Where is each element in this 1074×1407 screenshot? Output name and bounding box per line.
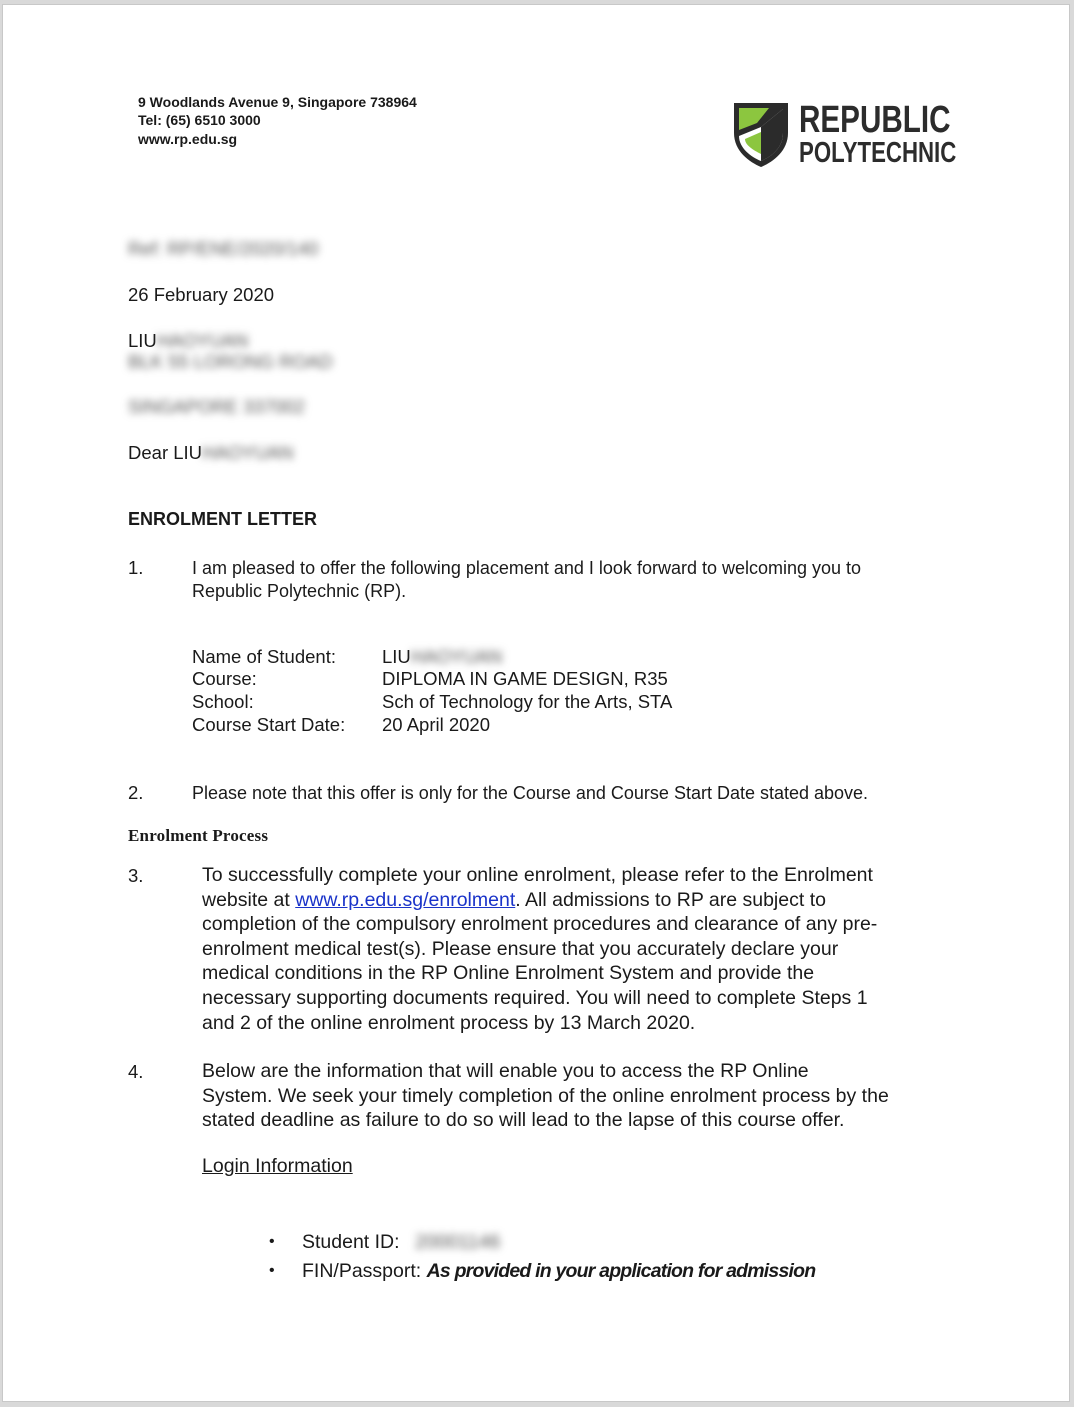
- logo-republic-text: REPUBLIC: [799, 99, 951, 141]
- bullet-icon: •: [269, 1262, 275, 1279]
- para3-line3: completion of the compulsory enrolment procedures and clearance of any pre-: [202, 913, 878, 936]
- fin-passport-label: FIN/Passport:: [302, 1260, 422, 1282]
- para3-line6: necessary supporting documents required. You will need to complete Steps 1: [202, 986, 868, 1009]
- para3-line1: To successfully complete your online enrolment, please refer to the Enrolment: [202, 864, 873, 886]
- para2-number: 2.: [128, 782, 144, 803]
- course-label: Course:: [192, 668, 257, 689]
- enrolment-process-heading: Enrolment Process: [128, 826, 269, 845]
- para4-number: 4.: [128, 1061, 144, 1082]
- redacted-text: BLK 55 LORONG ROAD: [128, 351, 333, 372]
- para1-line1: I am pleased to offer the following placement and I look forward to welcoming you to: [192, 558, 862, 578]
- letter-page: [2, 4, 1070, 1402]
- school-label: School:: [192, 691, 254, 712]
- salutation-visible: Dear LIU: [128, 442, 203, 463]
- para4-line2: System. We seek your timely completion of the online enrolment process by the: [202, 1084, 889, 1107]
- school-tel: Tel: (65) 6510 3000: [138, 112, 261, 128]
- school-address: 9 Woodlands Avenue 9, Singapore 738964: [138, 94, 417, 110]
- school-value: Sch of Technology for the Arts, STA: [382, 691, 673, 712]
- recipient-address-line2: [128, 395, 305, 419]
- letter-date: 26 February 2020: [128, 284, 275, 305]
- para1-number: 1.: [128, 557, 144, 578]
- fin-passport-value: As provided in your application for admission: [426, 1260, 816, 1282]
- letter-title: ENROLMENT LETTER: [128, 509, 317, 529]
- para3-line2-before: website at: [202, 888, 296, 911]
- para3-line2: [202, 888, 877, 913]
- redacted-text: Ref: RP/ENE/2020/140: [128, 238, 319, 259]
- redacted-text: HAOYUAN: [410, 646, 503, 667]
- course-start-date-label: Course Start Date:: [192, 714, 346, 735]
- student-id-label: Student ID:: [302, 1231, 400, 1253]
- course-value: DIPLOMA IN GAME DESIGN, R35: [382, 668, 668, 689]
- para3-number: 3.: [128, 865, 144, 886]
- logo-polytechnic-text: POLYTECHNIC: [799, 137, 957, 169]
- reference-number: [128, 237, 318, 261]
- para3-line2-after: . All admissions to RP are subject to: [515, 888, 826, 911]
- para4-body: [202, 1059, 889, 1133]
- redacted-text: SINGAPORE 337002: [128, 396, 305, 417]
- para3-line7: and 2 of the online enrolment process by 13 March 2020.: [202, 1011, 696, 1034]
- login-information-heading: Login Information: [202, 1155, 353, 1177]
- para3-line4: enrolment medical test(s). Please ensure that you accurately declare your: [202, 937, 839, 960]
- shield-icon: [731, 99, 791, 169]
- para4-line3: stated deadline as failure to do so will lead to the lapse of this course offer.: [202, 1109, 845, 1132]
- redacted-text: HAOYUAN: [202, 442, 294, 463]
- republic-polytechnic-logo: [731, 99, 961, 171]
- salutation: [128, 441, 294, 465]
- para3-line5: medical conditions in the RP Online Enrolment System and provide the: [202, 962, 815, 985]
- para4-line1: Below are the information that will enable you to access the RP Online: [202, 1060, 809, 1082]
- school-website: www.rp.edu.sg: [138, 131, 238, 147]
- recipient-name-visible: LIU: [128, 330, 157, 351]
- name-of-student-label: Name of Student:: [192, 646, 336, 667]
- para3-body: [202, 863, 877, 1035]
- redacted-text: HAOYUAN: [156, 330, 249, 351]
- course-start-date-value: 20 April 2020: [382, 714, 491, 735]
- student-id-row: [302, 1231, 500, 1254]
- enrolment-website-link[interactable]: www.rp.edu.sg/enrolment: [295, 888, 516, 911]
- bullet-icon: •: [269, 1233, 275, 1250]
- recipient-address-line1: [128, 350, 333, 374]
- para2-text: Please note that this offer is only for the Course and Course Start Date stated above.: [192, 783, 869, 803]
- redacted-text: 20001146: [414, 1231, 501, 1253]
- name-of-student-value: [382, 645, 502, 669]
- para1-line2: Republic Polytechnic (RP).: [192, 581, 407, 601]
- student-name-visible: LIU: [382, 646, 411, 667]
- fin-passport-row: [302, 1260, 815, 1283]
